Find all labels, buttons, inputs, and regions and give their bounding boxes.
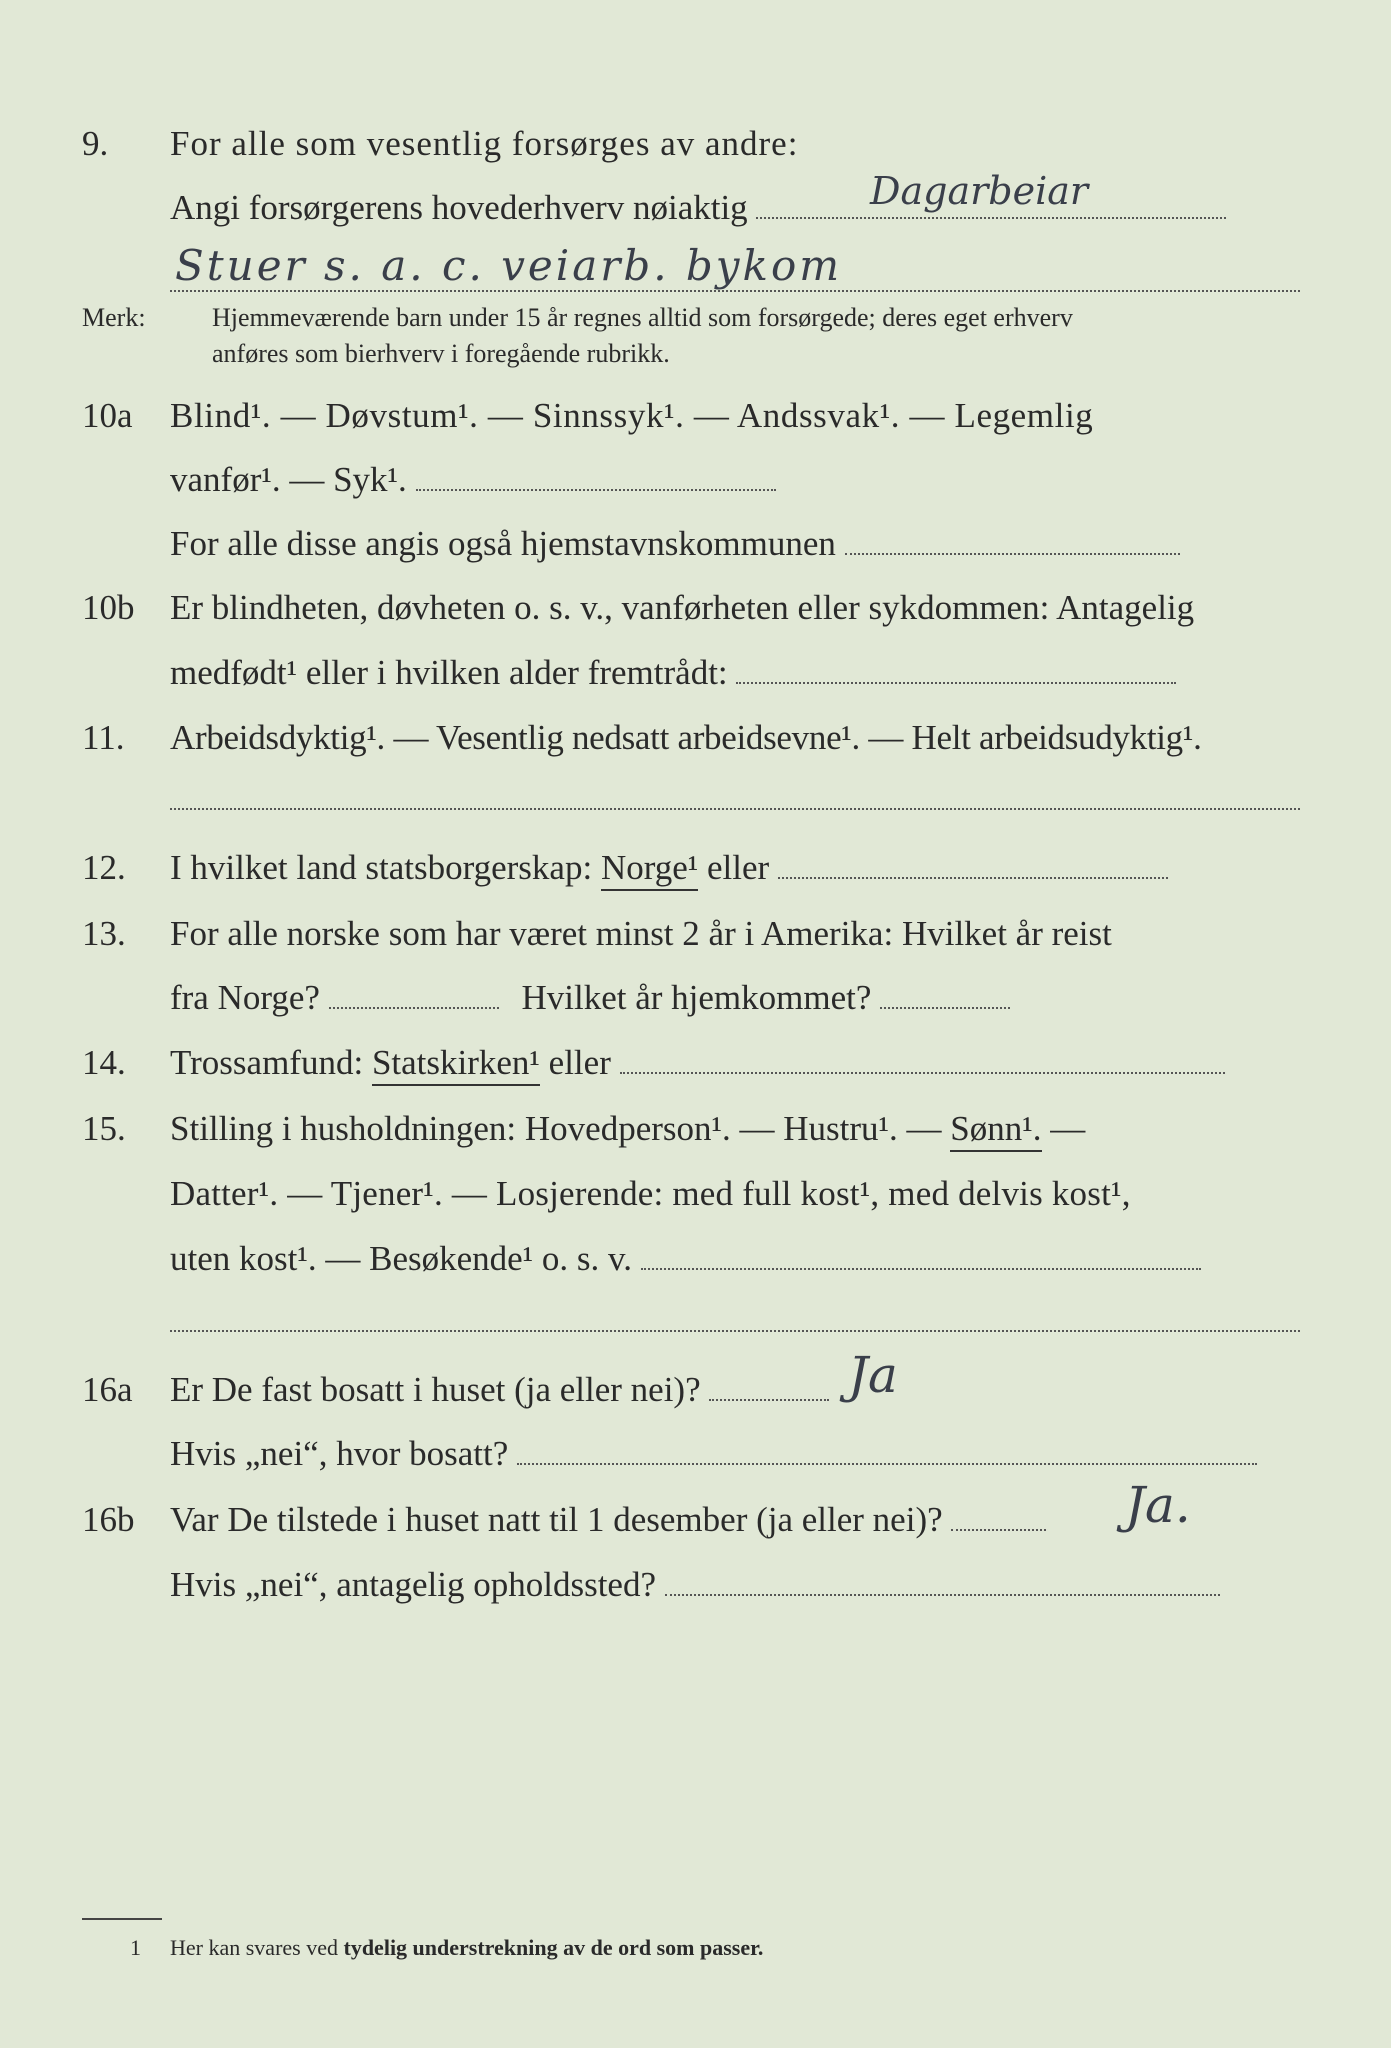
- q14-answer-statskirken[interactable]: Statskirken¹: [372, 1043, 540, 1086]
- q16b-line2-text: Hvis „nei“, antagelig opholdssted?: [170, 1565, 656, 1604]
- footnote-text: [170, 1935, 763, 1961]
- footnote-mark: 1: [130, 1935, 141, 1960]
- q9-occupation-field[interactable]: [756, 216, 1226, 219]
- q16a-line2-text: Hvis „nei“, hvor bosatt?: [170, 1434, 509, 1473]
- q15-line3: [170, 1241, 1201, 1276]
- q10a-line3-text: For alle disse angis også hjemstavnskommunen: [170, 524, 836, 563]
- q15-line1: [170, 1111, 1085, 1146]
- q9-line2-text: Angi forsørgerens hovederhverv nøiaktig: [170, 188, 748, 227]
- q16b-answer-field[interactable]: [951, 1528, 1046, 1531]
- q12-answer-norge[interactable]: Norge¹: [601, 848, 698, 891]
- q10a-home-municipality-field[interactable]: [845, 552, 1180, 555]
- q16b-whereabouts-field[interactable]: [665, 1593, 1220, 1596]
- q14-number: 14.: [82, 1043, 126, 1082]
- q12-other-country-field[interactable]: [778, 876, 1168, 879]
- q9-number: 9.: [82, 124, 109, 163]
- q16a-number: 16a: [82, 1370, 133, 1409]
- q14-line: [170, 1045, 1225, 1080]
- q15-answer-sonn[interactable]: Sønn¹.: [950, 1109, 1041, 1152]
- merk-line1: Hjemmeværende barn under 15 år regnes alltid som forsørgede; deres eget erhverv: [212, 303, 1073, 332]
- q10b-age-field[interactable]: [736, 681, 1176, 684]
- q13-returned-year-field[interactable]: [880, 1006, 1010, 1009]
- q10b-number: 10b: [82, 588, 135, 627]
- q11-line1: Arbeidsdyktig¹. — Vesentlig nedsatt arbeidsevne¹. — Helt arbeidsudyktig¹.: [170, 718, 1202, 757]
- footnote-rule: [82, 1918, 162, 1920]
- q16b-handwritten-answer: Ja.: [1125, 1476, 1191, 1534]
- q10a-line1: Blind¹. — Døvstum¹. — Sinnssyk¹. — Andssvak¹. — Legemlig: [170, 396, 1094, 435]
- footnote-bold: tydelig understrekning av de ord som passer.: [343, 1935, 764, 1960]
- q16b-number: 16b: [82, 1500, 135, 1539]
- q10a-line2: [170, 462, 776, 497]
- q15-other-field[interactable]: [641, 1267, 1201, 1270]
- q12-pre: I hvilket land statsborgerskap:: [170, 848, 593, 887]
- q13-line2a: fra Norge?: [170, 978, 320, 1017]
- q16a-line1-text: Er De fast bosatt i huset (ja eller nei)?: [170, 1370, 701, 1409]
- q9-handwritten-occupation: Dagarbeiar: [870, 169, 1089, 213]
- q10a-line3: [170, 526, 1180, 561]
- q16b-line1: [170, 1502, 1046, 1537]
- merk-line2: anføres som bierhverv i foregående rubrikk.: [212, 339, 670, 368]
- merk-label: Merk:: [82, 303, 146, 332]
- q12-number: 12.: [82, 848, 126, 887]
- q9-line1: For alle som vesentlig forsørges av andre:: [170, 124, 799, 163]
- q10b-line2-text: medfødt¹ eller i hvilken alder fremtrådt:: [170, 653, 728, 692]
- q9-answer-line[interactable]: [170, 290, 1300, 292]
- q10b-line2: [170, 655, 1176, 690]
- q9-handwritten-detail: Stuer s. a. c. veiarb. bykom: [175, 241, 843, 290]
- q14-pre: Trossamfund:: [170, 1043, 364, 1082]
- q13-line2: [170, 980, 1010, 1015]
- q10a-line2-text: vanfør¹. — Syk¹.: [170, 460, 407, 499]
- q16a-line2: [170, 1436, 1257, 1471]
- q10b-line1: Er blindheten, døvheten o. s. v., vanførheten eller sykdommen: Antagelig: [170, 588, 1195, 627]
- q15-line2: Datter¹. — Tjener¹. — Losjerende: med full kost¹, med delvis kost¹,: [170, 1174, 1131, 1213]
- q15-number: 15.: [82, 1109, 126, 1148]
- q10a-sick-field[interactable]: [416, 488, 776, 491]
- q14-other-faith-field[interactable]: [620, 1071, 1225, 1074]
- q16a-line1: [170, 1372, 829, 1407]
- q16a-residence-field[interactable]: [517, 1462, 1257, 1465]
- q13-emigrated-year-field[interactable]: [329, 1006, 499, 1009]
- q11-answer-line[interactable]: [170, 808, 1300, 810]
- q16a-handwritten-answer: Ja: [848, 1346, 898, 1404]
- q16b-line2: [170, 1567, 1220, 1602]
- q14-post: eller: [548, 1043, 611, 1082]
- q16a-answer-field[interactable]: [709, 1398, 829, 1401]
- q10a-number: 10a: [82, 396, 133, 435]
- q15-line1a: Stilling i husholdningen: Hovedperson¹. — Hustru¹. —: [170, 1109, 942, 1148]
- q13-number: 13.: [82, 914, 126, 953]
- q15-line3-text: uten kost¹. — Besøkende¹ o. s. v.: [170, 1239, 633, 1278]
- q12-line: [170, 850, 1168, 885]
- q12-post: eller: [707, 848, 770, 887]
- q16b-line1-text: Var De tilstede i huset natt til 1 desember (ja eller nei)?: [170, 1500, 943, 1539]
- footnote-pre: Her kan svares ved: [170, 1935, 338, 1960]
- q15-line1c: —: [1050, 1109, 1086, 1148]
- q15-answer-line[interactable]: [170, 1330, 1300, 1332]
- q13-line1: For alle norske som har været minst 2 år i Amerika: Hvilket år reist: [170, 914, 1112, 953]
- q13-line2b: Hvilket år hjemkommet?: [521, 978, 872, 1017]
- q11-number: 11.: [82, 718, 125, 757]
